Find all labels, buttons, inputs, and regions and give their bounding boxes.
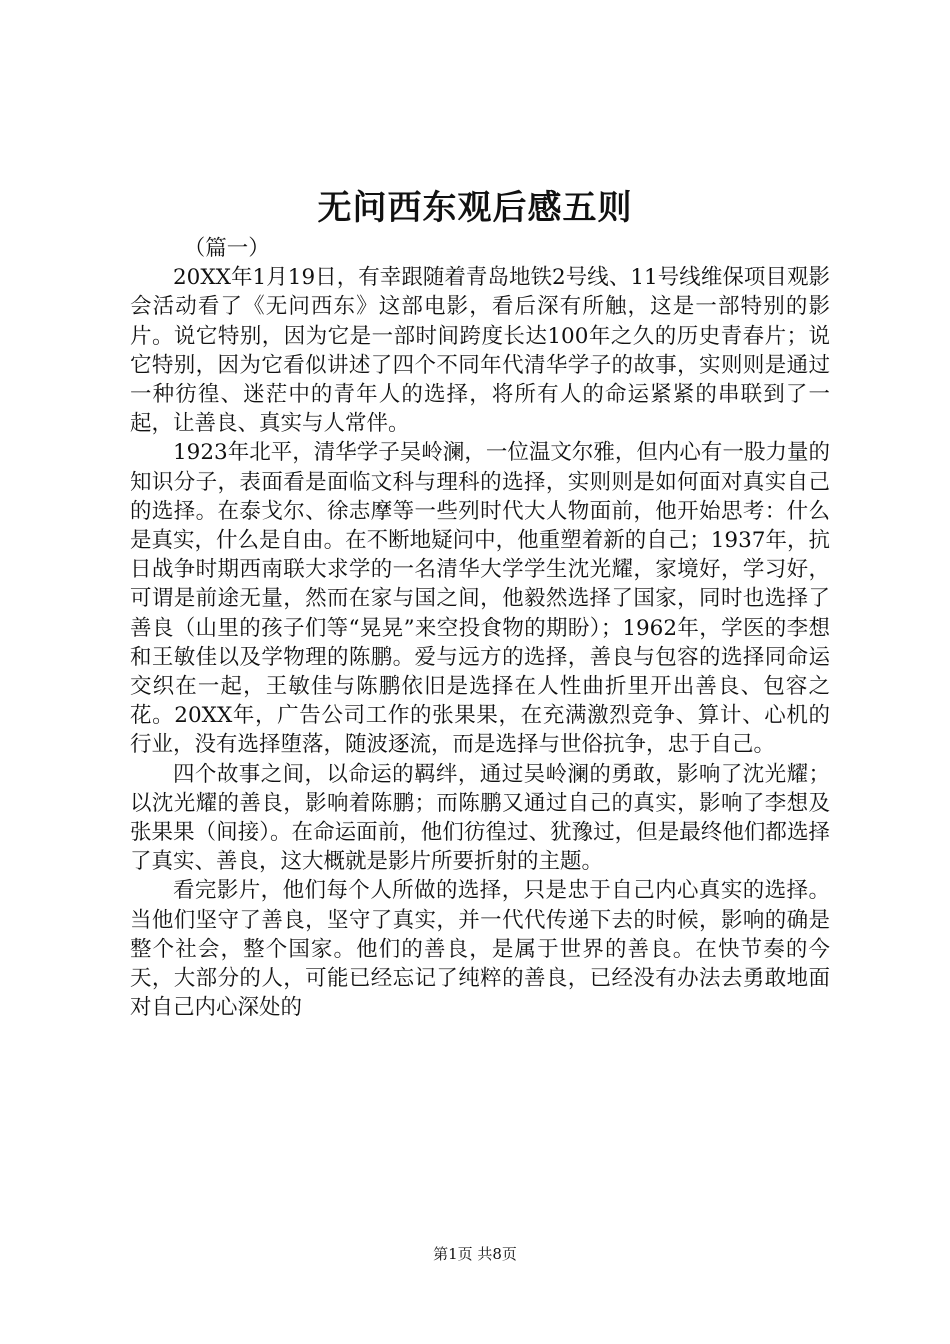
paragraph-2: 1923年北平，清华学子吴岭澜，一位温文尔雅，但内心有一股力量的知识分子，表面看是面临文科与理科的选择，实则则是如何面对真实自己的选择。在泰戈尔、徐志摩等一些列时代大人物面前，他开始思考：什么是真实，什么是自由。在不断地疑问中，他重塑着新的自己；1937年，抗日战争时期西南联大求学的一名清华大学学生沈光耀，家境好，学习好，可谓是前途无量，然而在家与国之间，他毅然选择了国家，同时也选择了善良（山里的孩子们等“晃晃”来空投食物的期盼）；1962年，学医的李想和王敏佳以及学物理的陈鹏。爱与远方的选择，善良与包容的选择同命运交织在一起，王敏佳与陈鹏依旧是选择在人性曲折里开出善良、包容之花。20XX年，广告公司工作的张果果，在充满激烈竞争、算计、心机的行业，没有选择堕落，随波逐流，而是选择与世俗抗争，忠于自己。 (130, 440, 830, 758)
paragraph-4: 看完影片，他们每个人所做的选择，只是忠于自己内心真实的选择。当他们坚守了善良，坚守了真实，并一代代传递下去的时候，影响的确是整个社会，整个国家。他们的善良，是属于世界的善良。在快节奏的今天，大部分的人，可能已经忘记了纯粹的善良，已经没有办法去勇敢地面对自己内心深处的 (130, 878, 830, 1021)
paragraph-1: 20XX年1月19日，有幸跟随着青岛地铁2号线、11号线维保项目观影会活动看了《无问西东》这部电影，看后深有所触，这是一部特别的影片。说它特别，因为它是一部时间跨度长达100年之久的历史青春片；说它特别，因为它看似讲述了四个不同年代清华学子的故事，实则则是通过一种彷徨、迷茫中的青年人的选择，将所有人的命运紧紧的串联到了一起，让善良、真实与人常伴。 (130, 265, 830, 437)
document-body (130, 234, 830, 1022)
page-footer: 第1页 共8页 (433, 1245, 517, 1263)
paragraph-3: 四个故事之间，以命运的羁绊，通过吴岭澜的勇敢，影响了沈光耀；以沈光耀的善良，影响着陈鹏；而陈鹏又通过自己的真实，影响了李想及张果果（间接）。在命运面前，他们彷徨过、犹豫过，但是最终他们都选择了真实、善良，这大概就是影片所要折射的主题。 (130, 761, 830, 875)
document-title: 无问西东观后感五则 (317, 188, 633, 228)
section-label: （篇一） (183, 236, 270, 261)
